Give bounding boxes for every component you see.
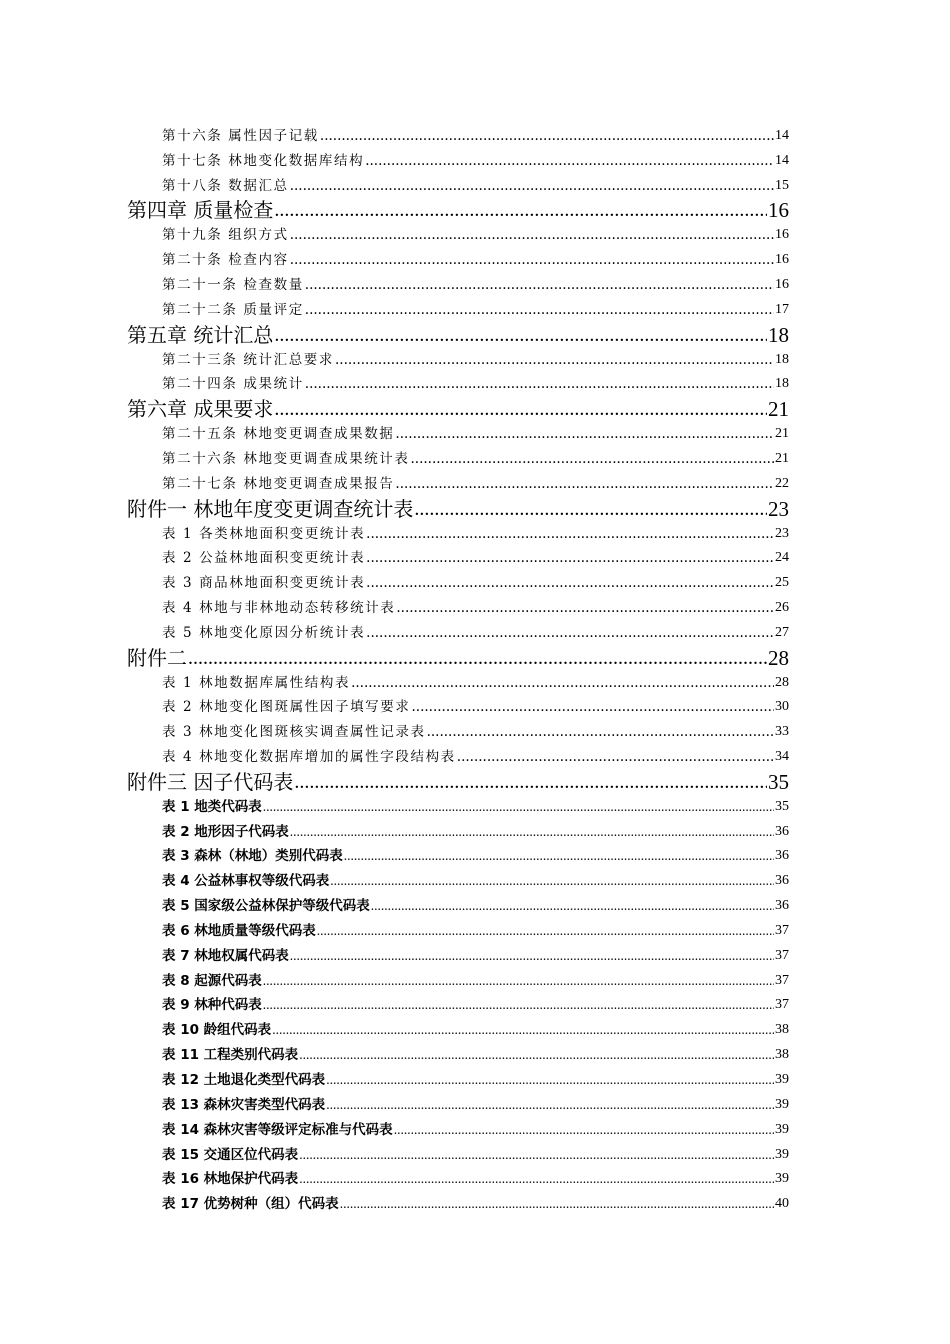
dot-leader [299,1167,774,1192]
dot-leader [396,596,774,621]
toc-entry-title: 表 14 森林灾害等级评定标准与代码表 [162,1121,393,1138]
dot-leader [305,298,774,323]
toc-entry-title: 第六章 成果要求 [127,397,274,422]
toc-page-number: 36 [775,898,789,914]
dot-leader [263,993,774,1018]
toc-entry-title: 第二十一条 检查数量 [162,276,304,293]
toc-entry-title: 第二十七条 林地变更调查成果报告 [162,475,395,492]
toc-chapter-entry[interactable] [127,770,789,795]
toc-page-number: 23 [775,525,789,541]
toc-entry-title: 表 12 土地退化类型代码表 [162,1072,326,1089]
toc-page-number: 23 [768,496,789,521]
toc-page-number: 22 [775,475,789,491]
toc-entry-title: 第二十五条 林地变更调查成果数据 [162,426,395,443]
toc-entry[interactable] [127,149,789,174]
toc-page-number: 28 [768,645,789,670]
dot-leader [188,646,767,671]
toc-entry[interactable] [127,273,789,298]
toc-entry[interactable] [127,720,789,745]
toc-entry-title: 第二十条 检查内容 [162,252,289,269]
toc-page-number: 18 [775,351,789,367]
toc-page-number: 26 [775,599,789,615]
toc-entry-title: 表 7 林地权属代码表 [162,947,289,964]
dot-leader [427,720,774,745]
toc-entry[interactable] [127,671,789,696]
dot-leader [274,198,767,223]
toc-entry-title: 表 10 龄组代码表 [162,1022,272,1039]
dot-leader [263,795,774,820]
dot-leader [263,969,774,994]
table-of-contents [127,124,789,1217]
toc-page-number: 27 [775,624,789,640]
toc-entry-title: 第十六条 属性因子记载 [162,128,319,144]
toc-entry[interactable] [127,1043,789,1068]
toc-entry-title: 表 3 林地变化图斑核实调查属性记录表 [162,724,426,741]
toc-page-number: 37 [775,947,789,963]
toc-entry[interactable] [127,472,789,497]
toc-entry[interactable] [127,422,789,447]
toc-entry[interactable] [127,894,789,919]
toc-entry-title: 附件二 [127,645,187,670]
toc-entry-title: 第十八条 数据汇总 [162,177,289,194]
toc-entry[interactable] [127,124,789,149]
toc-entry[interactable] [127,248,789,273]
toc-page-number: 35 [768,769,789,794]
dot-leader [457,745,774,770]
toc-page-number: 39 [775,1171,789,1187]
toc-entry-title: 表 1 林地数据库属性结构表 [162,674,351,691]
toc-page-number: 39 [775,1096,789,1112]
toc-page-number: 38 [775,1022,789,1038]
dot-leader [365,149,774,174]
toc-entry-title: 附件一 林地年度变更调查统计表 [127,496,414,521]
toc-page-number: 35 [775,798,789,814]
toc-page-number: 14 [775,128,789,143]
dot-leader [290,944,774,969]
toc-page-number: 16 [775,227,789,243]
toc-page-number: 36 [775,848,789,864]
toc-page-number: 39 [775,1146,789,1162]
toc-page-number: 24 [775,550,789,566]
dot-leader [274,323,767,348]
toc-page-number: 36 [775,823,789,839]
dot-leader [371,894,774,919]
dot-leader [395,422,774,447]
toc-page-number: 21 [775,450,789,466]
toc-entry[interactable] [127,596,789,621]
toc-entry[interactable] [127,695,789,720]
toc-entry-title: 表 17 优势树种（组）代码表 [162,1196,339,1213]
toc-page-number: 21 [775,426,789,442]
toc-entry-title: 表 2 地形因子代码表 [162,823,289,840]
toc-page-number: 40 [775,1196,789,1212]
toc-page-number: 30 [775,699,789,715]
toc-entry-title: 表 16 林地保护代码表 [162,1171,299,1188]
toc-entry-title: 第二十二条 质量评定 [162,301,304,318]
toc-entry[interactable] [127,745,789,770]
toc-entry-title: 表 13 森林灾害类型代码表 [162,1096,326,1113]
toc-page-number: 16 [768,198,789,223]
dot-leader [366,571,774,596]
dot-leader [294,770,767,795]
toc-entry-title: 表 2 公益林地面积变更统计表 [162,550,366,567]
toc-entry[interactable] [127,1093,789,1118]
toc-page-number: 37 [775,997,789,1013]
toc-entry-title: 第二十六条 林地变更调查成果统计表 [162,450,410,467]
toc-page-number: 16 [775,252,789,268]
dot-leader [290,248,774,273]
toc-entry-title: 表 4 公益林事权等级代码表 [162,873,330,890]
dot-leader [414,497,767,522]
toc-page-number: 16 [775,276,789,292]
dot-leader [320,124,774,149]
toc-entry[interactable] [127,919,789,944]
toc-entry-title: 表 1 地类代码表 [162,798,262,815]
dot-leader [326,1093,774,1118]
toc-chapter-entry[interactable] [127,646,789,671]
toc-entry[interactable] [127,1118,789,1143]
toc-chapter-entry[interactable] [127,198,789,223]
dot-leader [272,1018,774,1043]
toc-entry[interactable] [127,820,789,845]
toc-entry[interactable] [127,969,789,994]
toc-entry[interactable] [127,844,789,869]
toc-entry[interactable] [127,174,789,199]
toc-entry-title: 表 3 森林（林地）类别代码表 [162,848,343,865]
toc-page-number: 14 [775,152,789,168]
toc-chapter-entry[interactable] [127,397,789,422]
dot-leader [411,447,775,472]
dot-leader [344,844,774,869]
dot-leader [326,1068,774,1093]
toc-page-number: 18 [768,322,789,347]
toc-entry[interactable] [127,795,789,820]
toc-entry-title: 第二十四条 成果统计 [162,376,304,393]
toc-entry-title: 第十九条 组织方式 [162,227,289,244]
toc-page-number: 15 [775,177,789,193]
toc-page-number: 34 [775,748,789,764]
toc-page-number: 39 [775,1121,789,1137]
toc-entry[interactable] [127,571,789,596]
toc-entry[interactable] [127,522,789,547]
dot-leader [290,174,774,199]
toc-entry[interactable] [127,869,789,894]
toc-entry-title: 表 1 各类林地面积变更统计表 [162,525,366,542]
toc-page-number: 25 [775,575,789,591]
toc-page-number: 36 [775,873,789,889]
dot-leader [411,695,774,720]
dot-leader [340,1192,774,1217]
dot-leader [305,372,774,397]
toc-entry-title: 表 15 交通区位代码表 [162,1146,299,1163]
toc-entry-title: 表 9 林种代码表 [162,997,262,1014]
toc-entry[interactable] [127,223,789,248]
toc-page-number: 28 [775,674,789,690]
dot-leader [366,546,774,571]
toc-entry-title: 表 8 起源代码表 [162,972,262,989]
toc-entry[interactable] [127,546,789,571]
toc-page-number: 18 [775,376,789,392]
toc-page-number: 37 [775,972,789,988]
dot-leader [290,223,774,248]
toc-entry[interactable] [127,1167,789,1192]
toc-entry[interactable] [127,1018,789,1043]
toc-entry[interactable] [127,447,789,472]
toc-entry-title: 表 11 工程类别代码表 [162,1047,299,1064]
dot-leader [335,348,774,373]
toc-entry-title: 表 2 林地变化图斑属性因子填写要求 [162,699,411,716]
toc-entry[interactable] [127,621,789,646]
toc-page-number: 39 [775,1072,789,1088]
toc-entry-title: 表 6 林地质量等级代码表 [162,922,316,939]
toc-page-number: 17 [775,301,789,317]
toc-chapter-entry[interactable] [127,497,789,522]
dot-leader [274,397,767,422]
toc-entry[interactable] [127,372,789,397]
toc-entry[interactable] [127,993,789,1018]
toc-entry[interactable] [127,1068,789,1093]
dot-leader [330,869,774,894]
toc-entry[interactable] [127,348,789,373]
toc-entry-title: 第十七条 林地变化数据库结构 [162,152,365,169]
toc-page-number: 38 [775,1047,789,1063]
toc-entry-title: 第二十三条 统计汇总要求 [162,351,334,368]
toc-entry-title: 表 5 国家级公益林保护等级代码表 [162,898,370,915]
toc-entry-title: 表 4 林地变化数据库增加的属性字段结构表 [162,748,456,765]
dot-leader [299,1143,774,1168]
dot-leader [305,273,774,298]
toc-page-number: 21 [768,397,789,422]
toc-entry-title: 附件三 因子代码表 [127,769,294,794]
toc-entry-title: 第五章 统计汇总 [127,322,274,347]
toc-entry[interactable] [127,1143,789,1168]
dot-leader [394,1118,774,1143]
toc-entry[interactable] [127,298,789,323]
dot-leader [317,919,774,944]
toc-page-number: 33 [775,724,789,740]
toc-entry[interactable] [127,944,789,969]
toc-page-number: 37 [775,922,789,938]
dot-leader [290,820,774,845]
toc-entry-title: 第四章 质量检查 [127,198,274,223]
toc-entry-title: 表 4 林地与非林地动态转移统计表 [162,599,396,616]
dot-leader [395,472,774,497]
dot-leader [299,1043,774,1068]
dot-leader [366,522,774,547]
toc-entry-title: 表 3 商品林地面积变更统计表 [162,575,366,592]
toc-entry[interactable] [127,1192,789,1217]
toc-chapter-entry[interactable] [127,323,789,348]
dot-leader [351,671,774,696]
toc-entry-title: 表 5 林地变化原因分析统计表 [162,624,366,641]
dot-leader [366,621,774,646]
